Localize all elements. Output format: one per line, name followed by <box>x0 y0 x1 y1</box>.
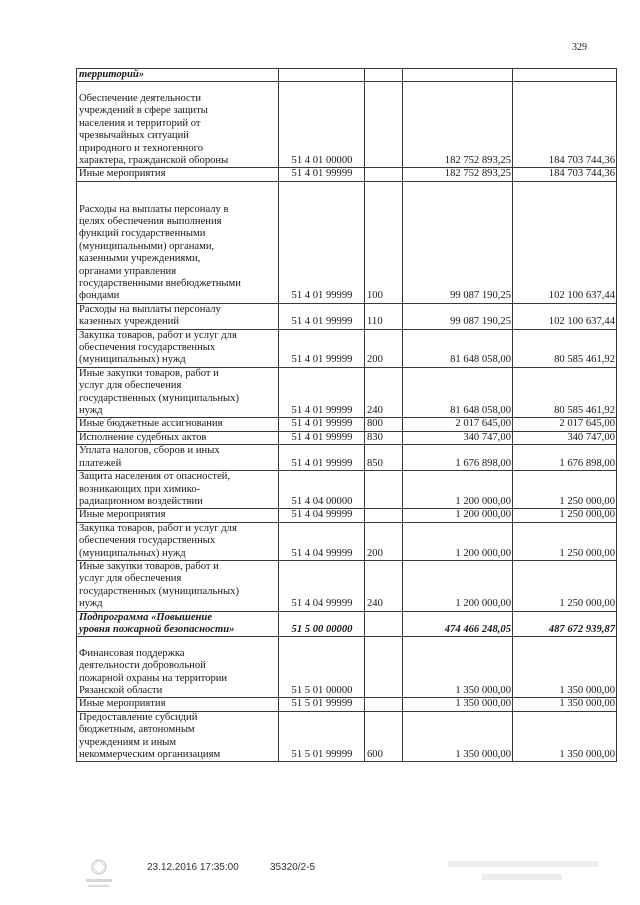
table-row <box>77 560 617 611</box>
row-csr-code: 51 5 01 99999 <box>279 698 365 711</box>
row-csr-code <box>279 69 365 82</box>
row-amount-year2: 184 703 744,36 <box>513 168 617 181</box>
row-amount-year1: 1 200 000,00 <box>403 509 513 522</box>
row-expense-type <box>365 82 403 168</box>
row-expense-type <box>365 69 403 82</box>
row-name: Иные бюджетные ассигнования <box>77 418 279 431</box>
stamp-icon <box>82 855 116 891</box>
row-amount-year1: 1 200 000,00 <box>403 522 513 560</box>
footer-date: 23.12.2016 17:35:00 <box>147 862 239 873</box>
row-csr-code: 51 4 01 99999 <box>279 431 365 444</box>
row-amount-year1: 1 676 898,00 <box>403 445 513 471</box>
row-expense-type <box>365 698 403 711</box>
row-csr-code: 51 4 01 99999 <box>279 367 365 418</box>
row-csr-code: 51 4 04 00000 <box>279 471 365 509</box>
row-expense-type: 200 <box>365 329 403 367</box>
row-amount-year2: 80 585 461,92 <box>513 367 617 418</box>
table-row <box>77 367 617 418</box>
row-amount-year2: 1 350 000,00 <box>513 698 617 711</box>
budget-table-body <box>77 69 617 762</box>
row-expense-type: 800 <box>365 418 403 431</box>
row-expense-type <box>365 637 403 698</box>
row-csr-code: 51 4 04 99999 <box>279 560 365 611</box>
row-name: территорий» <box>77 69 279 82</box>
row-csr-code: 51 5 01 99999 <box>279 711 365 762</box>
row-amount-year1: 1 200 000,00 <box>403 560 513 611</box>
row-amount-year1: 2 017 645,00 <box>403 418 513 431</box>
row-csr-code: 51 4 01 00000 <box>279 82 365 168</box>
row-csr-code: 51 4 01 99999 <box>279 418 365 431</box>
row-amount-year2: 80 585 461,92 <box>513 329 617 367</box>
row-name: Защита населения от опасностей, возникающих при химико- радиационном воздействии <box>77 471 279 509</box>
table-row <box>77 82 617 168</box>
row-amount-year2: 340 747,00 <box>513 431 617 444</box>
row-csr-code: 51 5 01 00000 <box>279 637 365 698</box>
row-expense-type <box>365 611 403 637</box>
row-expense-type: 850 <box>365 445 403 471</box>
row-amount-year1: 99 087 190,25 <box>403 303 513 329</box>
row-amount-year1 <box>403 69 513 82</box>
row-name: Исполнение судебных актов <box>77 431 279 444</box>
table-row <box>77 611 617 637</box>
row-name: Уплата налогов, сборов и иных платежей <box>77 445 279 471</box>
row-amount-year1: 81 648 058,00 <box>403 367 513 418</box>
row-expense-type: 110 <box>365 303 403 329</box>
row-name: Иные мероприятия <box>77 168 279 181</box>
table-row <box>77 509 617 522</box>
row-name: Иные мероприятия <box>77 509 279 522</box>
row-amount-year1: 81 648 058,00 <box>403 329 513 367</box>
row-name: Иные мероприятия <box>77 698 279 711</box>
row-csr-code: 51 5 00 00000 <box>279 611 365 637</box>
row-name: Расходы на выплаты персоналу в целях обеспечения выполнения функций государственными (муниципальными) органами, казенными учреждениями, органами управления государственными внебюджетными фондами <box>77 181 279 303</box>
row-expense-type: 600 <box>365 711 403 762</box>
row-csr-code: 51 4 01 99999 <box>279 445 365 471</box>
row-csr-code: 51 4 01 99999 <box>279 181 365 303</box>
row-expense-type: 830 <box>365 431 403 444</box>
table-row <box>77 69 617 82</box>
row-amount-year2: 102 100 637,44 <box>513 181 617 303</box>
row-amount-year1: 1 350 000,00 <box>403 637 513 698</box>
row-amount-year1: 1 200 000,00 <box>403 471 513 509</box>
row-amount-year2: 2 017 645,00 <box>513 418 617 431</box>
row-amount-year1: 182 752 893,25 <box>403 168 513 181</box>
row-expense-type: 100 <box>365 181 403 303</box>
row-amount-year2: 1 250 000,00 <box>513 522 617 560</box>
row-amount-year2: 1 250 000,00 <box>513 509 617 522</box>
footer-document-code: 35320/2-5 <box>270 862 316 873</box>
table-row <box>77 431 617 444</box>
row-csr-code: 51 4 01 99999 <box>279 303 365 329</box>
table-row <box>77 698 617 711</box>
row-amount-year1: 474 466 248,05 <box>403 611 513 637</box>
table-row <box>77 471 617 509</box>
row-amount-year2: 1 350 000,00 <box>513 637 617 698</box>
table-row <box>77 329 617 367</box>
row-name: Предоставление субсидий бюджетным, автономным учреждениям и иным некоммерческим организациям <box>77 711 279 762</box>
row-csr-code: 51 4 01 99999 <box>279 329 365 367</box>
row-name: Иные закупки товаров, работ и услуг для обеспечения государственных (муниципальных) нужд <box>77 367 279 418</box>
row-csr-code: 51 4 04 99999 <box>279 509 365 522</box>
row-amount-year1: 182 752 893,25 <box>403 82 513 168</box>
table-row <box>77 711 617 762</box>
row-amount-year2: 1 350 000,00 <box>513 711 617 762</box>
row-expense-type <box>365 471 403 509</box>
row-amount-year2 <box>513 69 617 82</box>
table-row <box>77 303 617 329</box>
row-amount-year2: 1 250 000,00 <box>513 471 617 509</box>
row-amount-year1: 99 087 190,25 <box>403 181 513 303</box>
row-amount-year1: 340 747,00 <box>403 431 513 444</box>
table-row <box>77 181 617 303</box>
row-name: Закупка товаров, работ и услуг для обеспечения государственных (муниципальных) нужд <box>77 522 279 560</box>
page-number: 329 <box>572 42 587 53</box>
row-name: Расходы на выплаты персоналу казенных учреждений <box>77 303 279 329</box>
table-row <box>77 445 617 471</box>
table-row <box>77 637 617 698</box>
row-name: Закупка товаров, работ и услуг для обеспечения государственных (муниципальных) нужд <box>77 329 279 367</box>
table-row <box>77 168 617 181</box>
row-expense-type: 200 <box>365 522 403 560</box>
row-amount-year2: 102 100 637,44 <box>513 303 617 329</box>
row-amount-year1: 1 350 000,00 <box>403 711 513 762</box>
row-amount-year2: 1 250 000,00 <box>513 560 617 611</box>
row-amount-year2: 487 672 939,87 <box>513 611 617 637</box>
row-name: Обеспечение деятельности учреждений в сфере защиты населения и территорий от чрезвычайных ситуаций природного и техногенного характера, гражданской обороны <box>77 82 279 168</box>
row-expense-type: 240 <box>365 560 403 611</box>
row-name: Финансовая поддержка деятельности добровольной пожарной охраны на территории Рязанской области <box>77 637 279 698</box>
table-row <box>77 522 617 560</box>
row-expense-type: 240 <box>365 367 403 418</box>
row-expense-type <box>365 168 403 181</box>
watermark-seal <box>448 858 598 884</box>
row-amount-year2: 1 676 898,00 <box>513 445 617 471</box>
budget-table <box>76 68 617 762</box>
row-csr-code: 51 4 04 99999 <box>279 522 365 560</box>
row-csr-code: 51 4 01 99999 <box>279 168 365 181</box>
row-amount-year2: 184 703 744,36 <box>513 82 617 168</box>
row-name: Иные закупки товаров, работ и услуг для обеспечения государственных (муниципальных) нужд <box>77 560 279 611</box>
table-row <box>77 418 617 431</box>
row-expense-type <box>365 509 403 522</box>
row-amount-year1: 1 350 000,00 <box>403 698 513 711</box>
row-name: Подпрограмма «Повышение уровня пожарной безопасности» <box>77 611 279 637</box>
